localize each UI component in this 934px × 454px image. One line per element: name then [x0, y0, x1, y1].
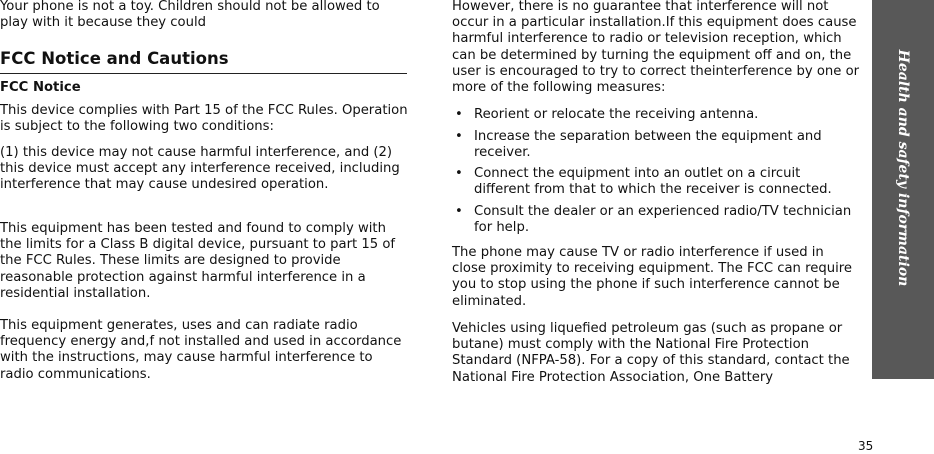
tv-interference-paragraph: The phone may cause TV or radio interference if used in close proximity to receiving equipment. The FCC can require you to stop using the phone if such interference cannot be eliminated.	[452, 245, 852, 309]
bullet-icon: •	[455, 204, 463, 219]
page-number: 35	[858, 439, 874, 453]
list-item-text: Consult the dealer or an experienced radio/TV technician for help.	[474, 204, 852, 236]
list-item-text: Increase the separation between the equipment and receiver.	[474, 129, 822, 161]
bullet-icon: •	[455, 166, 463, 181]
list-item	[452, 204, 860, 236]
radio-frequency-paragraph: This equipment generates, uses and can radiate radio frequency energy and,f not installed and used in accordance with the instructions, may cause harmful interference to radio communications.	[0, 318, 402, 382]
interference-paragraph: However, there is no guarantee that interference will not occur in a particular installation.If this equipment does cause harmful interference to radio or television reception, which can be determined by turning the equipment off and on, the user is encouraged to try to correct theinterference by one or more of the following measures:	[452, 0, 860, 96]
list-item	[452, 166, 860, 198]
list-item-text: Reorient or relocate the receiving antenna.	[474, 107, 759, 122]
intro-paragraph: Your phone is not a toy. Children should not be allowed to play with it because they could	[0, 0, 380, 31]
section-heading: FCC Notice and Cautions	[0, 49, 407, 74]
fcc-compliance-paragraph: This device complies with Part 15 of the FCC Rules. Operation is subject to the following two conditions:	[0, 103, 408, 135]
measure-list	[452, 129, 860, 161]
class-b-paragraph: This equipment has been tested and found to comply with the limits for a Class B digital device, pursuant to part 15 of the FCC Rules. These limits are designed to provide reasonable protection against harmful interference in a residential installation.	[0, 221, 396, 301]
bullet-icon: •	[455, 129, 463, 144]
list-item	[452, 129, 860, 161]
measure-list	[452, 107, 860, 123]
list-item-text: Connect the equipment into an outlet on a circuit different from that to which the receiver is connected.	[474, 166, 832, 198]
list-item	[452, 107, 860, 123]
lpg-vehicles-paragraph: Vehicles using liquefied petroleum gas (such as propane or butane) must comply with the National Fire Protection Standard (NFPA-58). For a copy of this standard, contact the National Fire Protection Association, One Battery	[452, 321, 850, 385]
subsection-heading: FCC Notice	[0, 80, 81, 95]
section-side-tab	[872, 0, 934, 379]
measure-list	[452, 166, 860, 198]
measure-list	[452, 204, 860, 236]
bullet-icon: •	[455, 107, 463, 122]
side-tab-label: Health and safety information	[895, 49, 911, 287]
fcc-conditions-paragraph: (1) this device may not cause harmful interference, and (2) this device must accept any interference received, including interference that may cause undesired operation.	[0, 145, 400, 193]
